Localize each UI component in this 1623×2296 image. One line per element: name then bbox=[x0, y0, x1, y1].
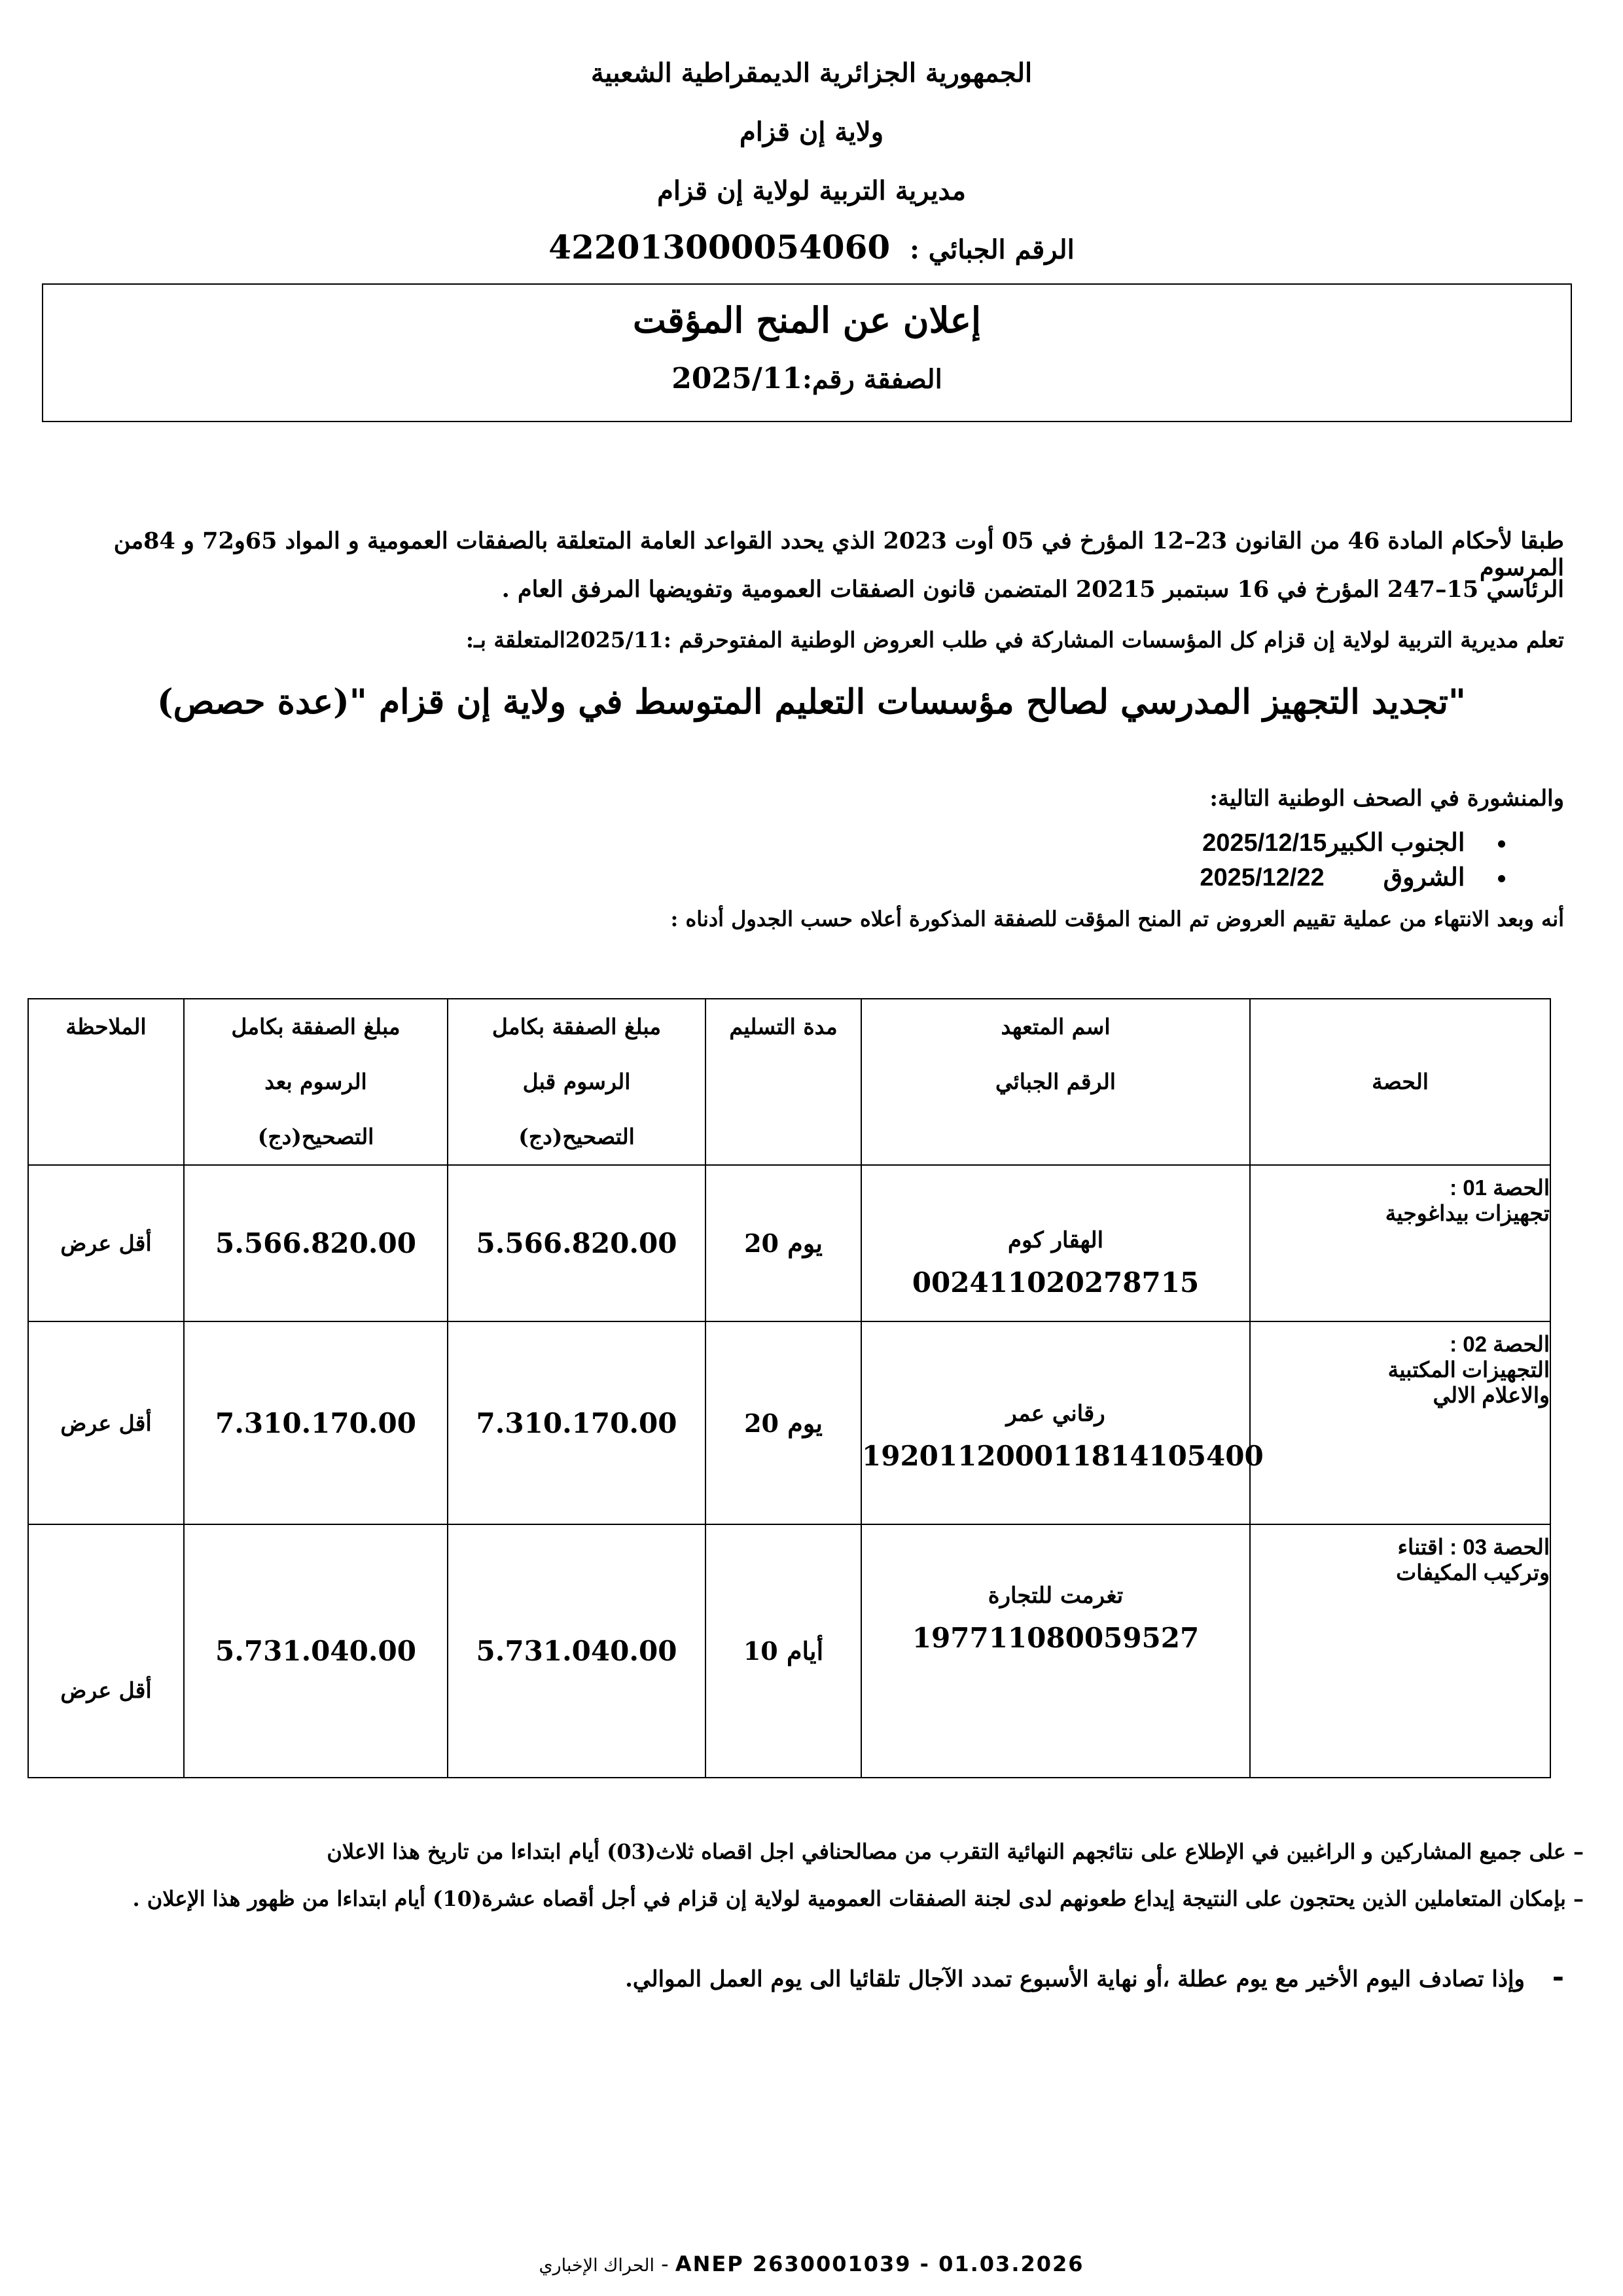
amount-before-cell: 5.731.040.00 bbox=[448, 1524, 705, 1778]
lot-line: التجهيزات المكتبية bbox=[1387, 1357, 1550, 1382]
newspaper-name: الجنوب الكبير bbox=[1327, 829, 1465, 857]
header-amount-before bbox=[448, 999, 705, 1165]
republic-title: الجمهورية الجزائرية الديمقراطية الشعبية bbox=[590, 58, 1033, 88]
header-amount-before-line3: التصحيح(دج) bbox=[518, 1124, 635, 1149]
table-row bbox=[28, 1321, 1550, 1524]
header-note: الملاحظة bbox=[28, 999, 184, 1165]
award-table bbox=[27, 998, 1551, 1778]
tax-number: 422013000054060 bbox=[548, 228, 891, 266]
lot-cell bbox=[1250, 1321, 1550, 1524]
bidder-name: الهقار كوم bbox=[1007, 1227, 1104, 1253]
published-intro: والمنشورة في الصحف الوطنية التالية: bbox=[1209, 785, 1564, 812]
bidder-tax-id: 002411020278715 bbox=[912, 1266, 1200, 1299]
project-title: "تجديد التجهيز المدرسي لصالح مؤسسات التعليم المتوسط في ولاية إن قزام "(عدة حصص) bbox=[156, 682, 1467, 722]
table-row bbox=[28, 1165, 1550, 1321]
header-amount-after bbox=[184, 999, 448, 1165]
header-amount-before-line2: الرسوم قبل bbox=[522, 1069, 631, 1094]
publisher-newspaper: الحراك الإخباري bbox=[539, 2255, 654, 2276]
lot-line: والاعلام الالي bbox=[1433, 1383, 1550, 1407]
legal-basis-line1: طبقا لأحكام المادة 46 من القانون 23–12 المؤرخ في 05 أوت 2023 الذي يحدد القواعد العامة المتعلقة بالصفقات العمومية و المواد 65و72 و 84من المرسوم bbox=[113, 528, 1564, 581]
footer-note-1: – على جميع المشاركين و الراغبين في الإطلاع على نتائجهم النهائية التقرب من مصالحنافي اجل اقصاه ثلاث(03) أيام ابتداءا من تاريخ هذا الاعلان bbox=[327, 1839, 1584, 1864]
deal-number-line bbox=[43, 362, 1571, 395]
header-amount-before-line1: مبلغ الصفقة بكامل bbox=[491, 1014, 662, 1039]
footer-note-2: – بإمكان المتعاملين الذين يحتجون على النتيجة إيداع طعونهم لدى لجنة الصفقات العمومية لولاية إن قزام في أجل أقصاه عشرة(10) أيام ابتداءا من ظهور هذا الإعلان . bbox=[132, 1886, 1584, 1911]
delivery-cell: 10 أيام bbox=[705, 1524, 861, 1778]
header-amount-after-line2: الرسوم بعد bbox=[264, 1069, 367, 1094]
note-cell: أقل عرض bbox=[28, 1165, 184, 1321]
newspaper-name: الشروق bbox=[1383, 864, 1465, 891]
wilaya-title: ولاية إن قزام bbox=[739, 117, 884, 147]
publisher-sep: - bbox=[654, 2251, 675, 2276]
tax-number-line bbox=[0, 228, 1623, 266]
announcement-title: إعلان عن المنح المؤقت bbox=[632, 299, 982, 341]
amount-after-cell: 7.310.170.00 bbox=[184, 1321, 448, 1524]
tax-label: الرقم الجبائي : bbox=[910, 234, 1075, 265]
deal-label: الصفقة رقم: bbox=[802, 364, 942, 395]
bidder-cell bbox=[861, 1321, 1264, 1524]
newspaper-item bbox=[982, 828, 1505, 857]
footer-note-3 bbox=[46, 1960, 1564, 1994]
deal-number: 2025/11 bbox=[671, 362, 803, 395]
delivery-cell: 20 يوم bbox=[705, 1165, 861, 1321]
note-cell: أقل عرض bbox=[28, 1321, 184, 1524]
delivery-cell: 20 يوم bbox=[705, 1321, 861, 1524]
lot-line: الحصة 02 : bbox=[1450, 1332, 1550, 1356]
amount-before-cell: 7.310.170.00 bbox=[448, 1321, 705, 1524]
lot-cell bbox=[1250, 1524, 1550, 1778]
bullet-icon bbox=[1498, 875, 1505, 882]
bidder-name: رقاني عمر bbox=[1006, 1400, 1105, 1427]
header-bidder bbox=[861, 999, 1250, 1165]
newspaper-item bbox=[982, 863, 1505, 892]
publisher-line bbox=[0, 2251, 1623, 2276]
header-lot: الحصة bbox=[1250, 999, 1550, 1165]
bidder-cell bbox=[861, 1524, 1250, 1778]
bidder-name: تغرمت للتجارة bbox=[988, 1583, 1124, 1609]
bidder-tax-id: 192011200011814105400 bbox=[862, 1439, 1264, 1472]
lot-cell bbox=[1250, 1165, 1550, 1321]
amount-after-cell: 5.731.040.00 bbox=[184, 1524, 448, 1778]
header-bidder-line1: اسم المتعهد bbox=[1001, 1014, 1111, 1039]
amount-after-cell: 5.566.820.00 bbox=[184, 1165, 448, 1321]
lot-line: تجهيزات بيداغوجية bbox=[1385, 1201, 1550, 1225]
evaluation-note: أنه وبعد الانتهاء من عملية تقييم العروض تم المنح المؤقت للصفقة المذكورة أعلاه حسب الجدول أدناه : bbox=[670, 906, 1564, 931]
header-bidder-line2: الرقم الجبائي bbox=[995, 1069, 1116, 1094]
header-delivery: مدة التسليم bbox=[705, 999, 861, 1165]
bullet-icon bbox=[1498, 840, 1505, 848]
legal-basis-line2: الرئاسي 15–247 المؤرخ في 16 سبتمبر 20215 المتضمن قانون الصفقات العمومية وتفويضها المرفق العام . bbox=[501, 576, 1564, 603]
bidder-cell bbox=[861, 1165, 1250, 1321]
newspaper-date: 2025/12/22 bbox=[1200, 864, 1325, 891]
title-box bbox=[42, 283, 1572, 422]
amount-before-cell: 5.566.820.00 bbox=[448, 1165, 705, 1321]
lot-line: الحصة 01 : bbox=[1450, 1175, 1550, 1200]
note-cell: أقل عرض bbox=[28, 1524, 184, 1778]
newspaper-date: 2025/12/15 bbox=[1202, 829, 1327, 857]
footer-note-3-text: وإذا تصادف اليوم الأخير مع يوم عطلة ،أو نهاية الأسبوع تمدد الآجال تلقائيا الى يوم العمل الموالي. bbox=[625, 1966, 1525, 1992]
footer-note-dash: - bbox=[1552, 1960, 1564, 1994]
lot-line: وتركيب المكيفات bbox=[1396, 1560, 1550, 1585]
header-amount-after-line3: التصحيح(دج) bbox=[257, 1124, 374, 1149]
anep-code: ANEP 2630001039 - 01.03.2026 bbox=[675, 2251, 1084, 2276]
header-amount-after-line1: مبلغ الصفقة بكامل bbox=[231, 1014, 401, 1039]
table-header-row bbox=[28, 999, 1550, 1165]
lot-line: الحصة 03 : اقتناء bbox=[1397, 1535, 1550, 1559]
table-row bbox=[28, 1524, 1550, 1778]
bidder-tax-id: 197711080059527 bbox=[912, 1622, 1200, 1654]
notice-intro: تعلم مديرية التربية لولاية إن قزام كل المؤسسات المشاركة في طلب العروض الوطنية المفتوحرقم :2025/11المتعلقة بـ: bbox=[465, 627, 1564, 653]
directorate-title: مديرية التربية لولاية إن قزام bbox=[657, 175, 966, 206]
